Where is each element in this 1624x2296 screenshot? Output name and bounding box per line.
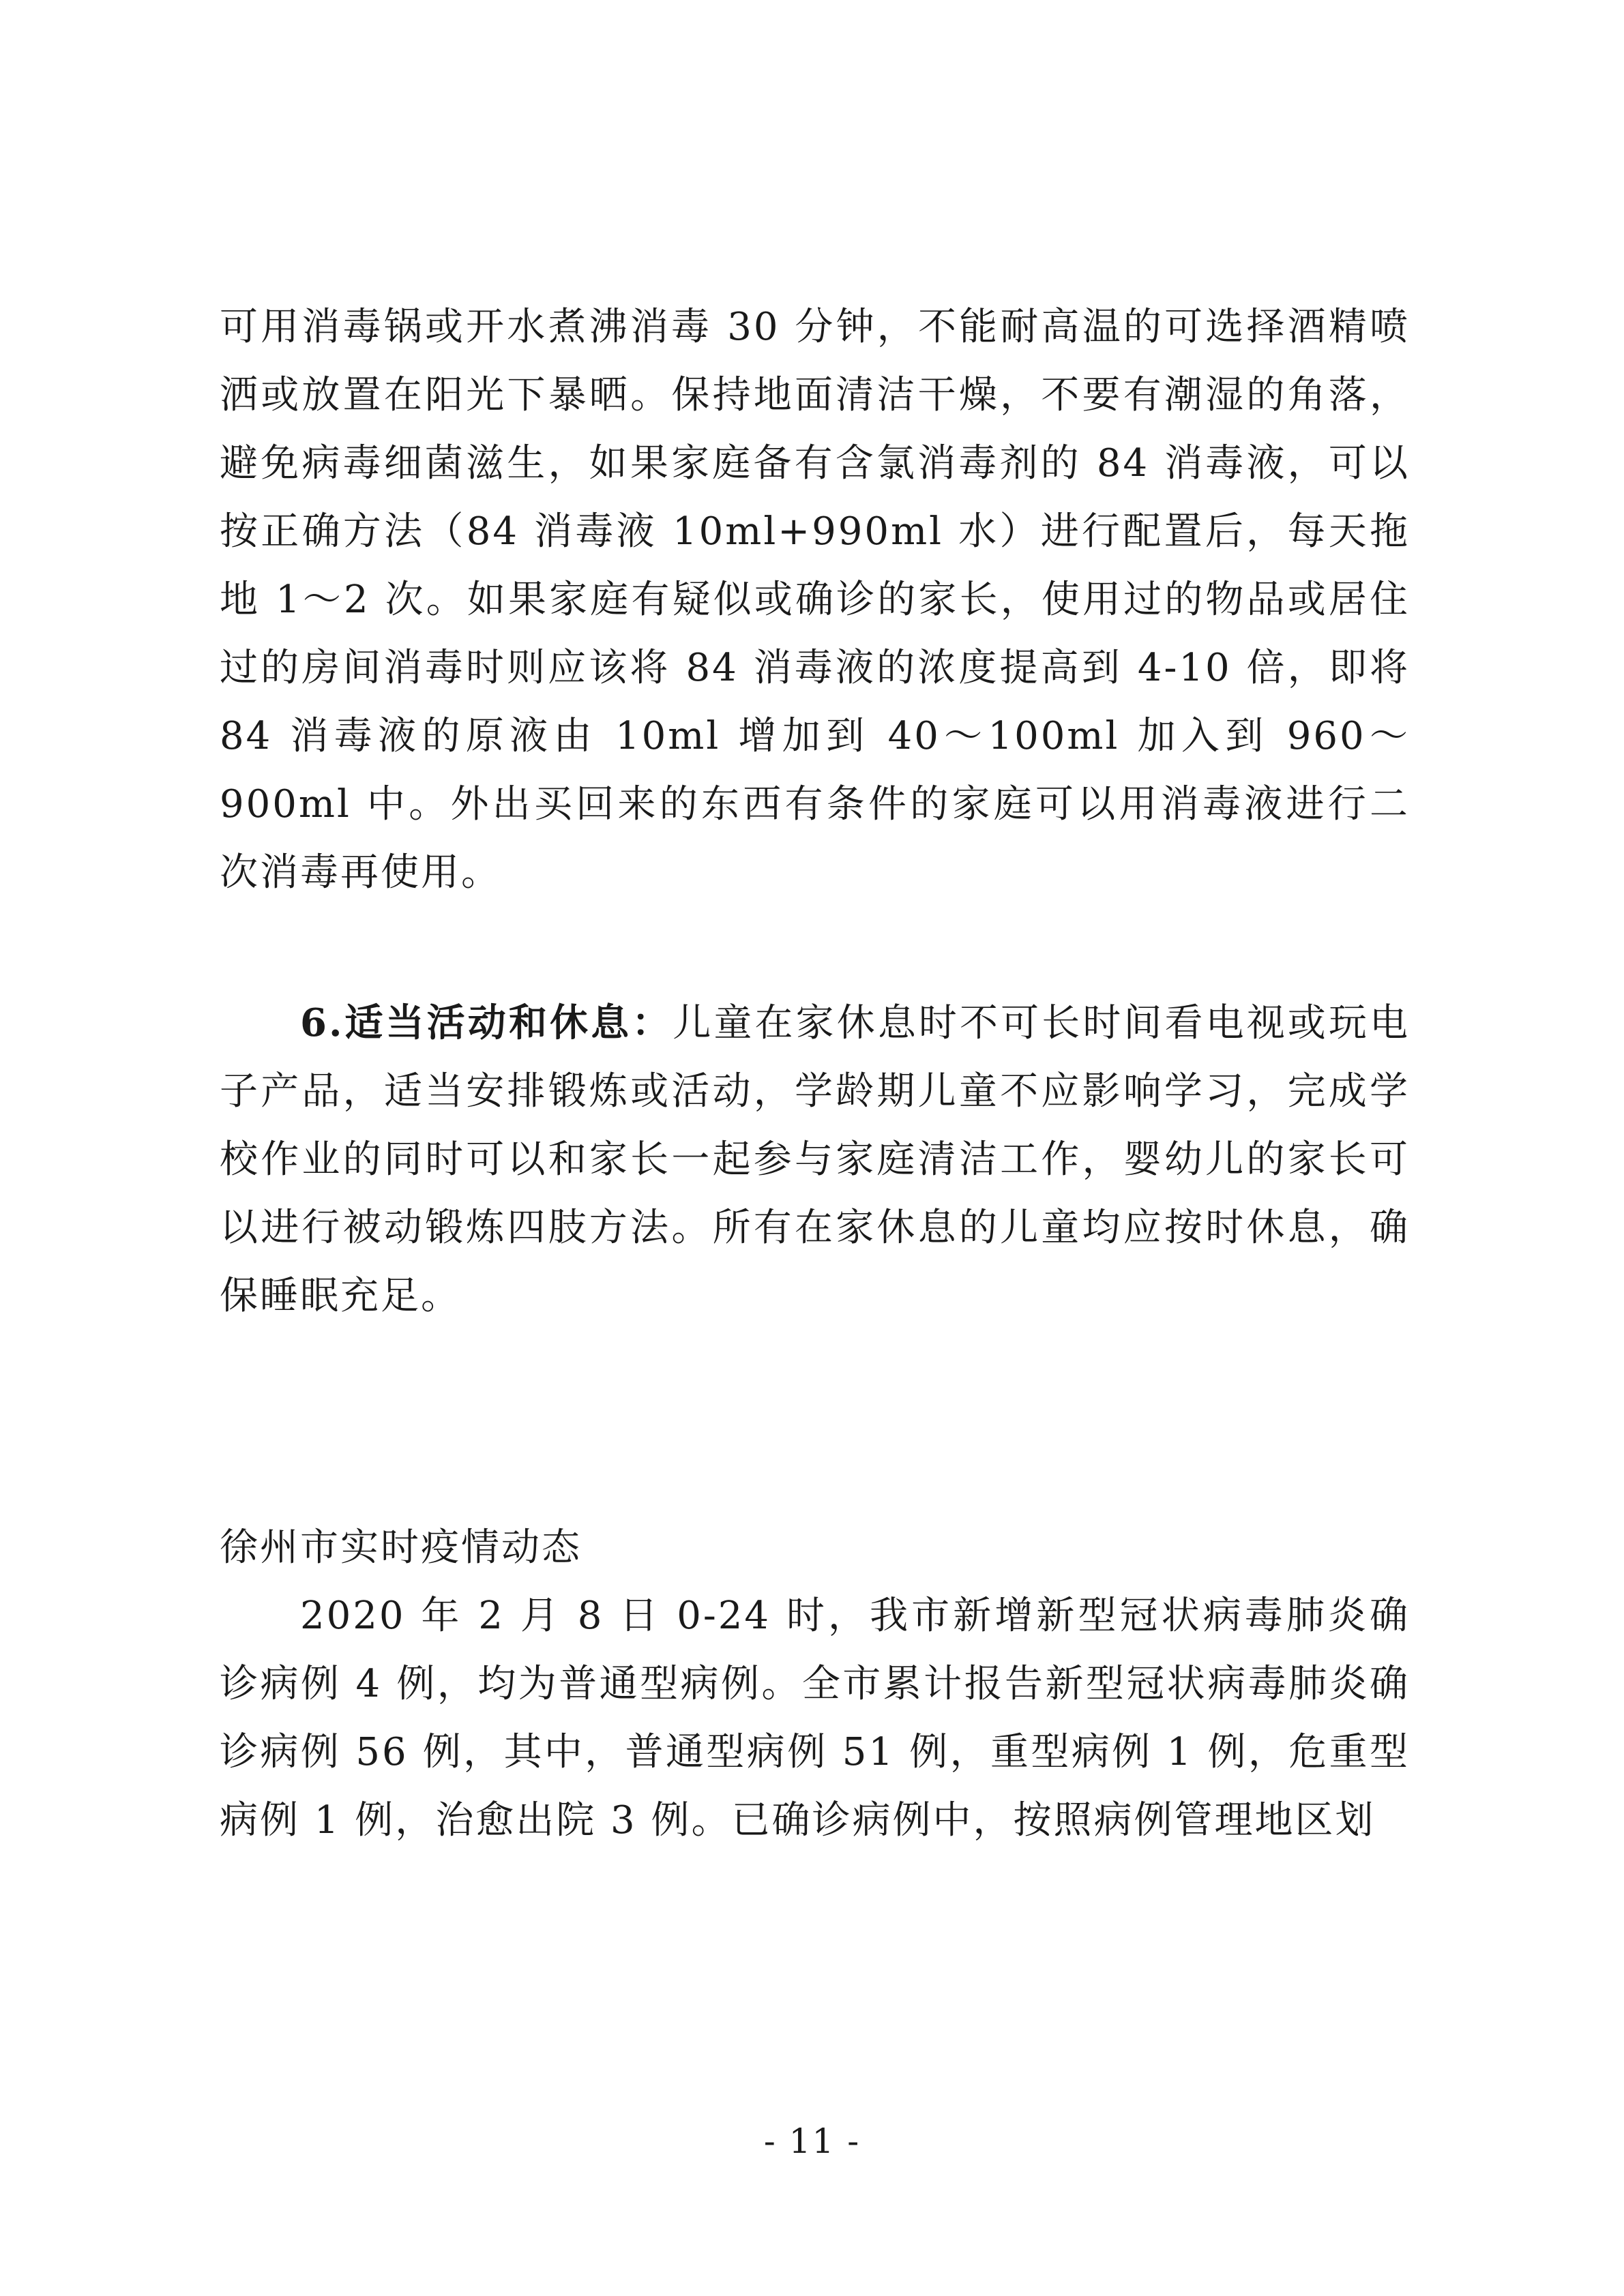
epidemic-report-paragraph: 2020 年 2 月 8 日 0-24 时，我市新增新型冠状病毒肺炎确诊病例 4 例，均为普通型病例。全市累计报告新型冠状病毒肺炎确诊病例 56 例，其中，普通型病例 51 例，重型病例 1 例，危重型病例 1 例，治愈出院 3 例。已确诊病例中，按照病例管理地区划 bbox=[220, 1594, 1410, 1843]
disinfection-paragraph: 可用消毒锅或开水煮沸消毒 30 分钟，不能耐高温的可选择酒精喷洒或放置在阳光下暴晒。保持地面清洁干燥，不要有潮湿的角落，避免病毒细菌滋生，如果家庭备有含氯消毒剂的 84 消毒液，可以按正确方法（84 消毒液 10ml+990ml 水）进行配置后，每天拖地 1～2 次。如果家庭有疑似或确诊的家长，使用过的物品或居住过的房间消毒时则应该将 84 消毒液的浓度提高到 4-10 倍，即将 84 消毒液的原液由 10ml 增加到 40～100ml 加入到 960～900ml 中。外出买回来的东西有条件的家庭可以用消毒液进行二次消毒再使用。 bbox=[220, 305, 1410, 895]
page-number: - 11 - bbox=[763, 2121, 861, 2161]
section-title: 徐州市实时疫情动态 bbox=[220, 1525, 582, 1570]
activity-rest-heading: 6.适当活动和休息： bbox=[300, 1000, 673, 1045]
activity-rest-paragraph bbox=[220, 989, 1410, 1330]
activity-rest-body: 儿童在家休息时不可长时间看电视或玩电子产品，适当安排锻炼或活动，学龄期儿童不应影响学习，完成学校作业的同时可以和家长一起参与家庭清洁工作，婴幼儿的家长可以进行被动锻炼四肢方法。所有在家休息的儿童均应按时休息，确保睡眠充足。 bbox=[220, 1001, 1410, 1318]
